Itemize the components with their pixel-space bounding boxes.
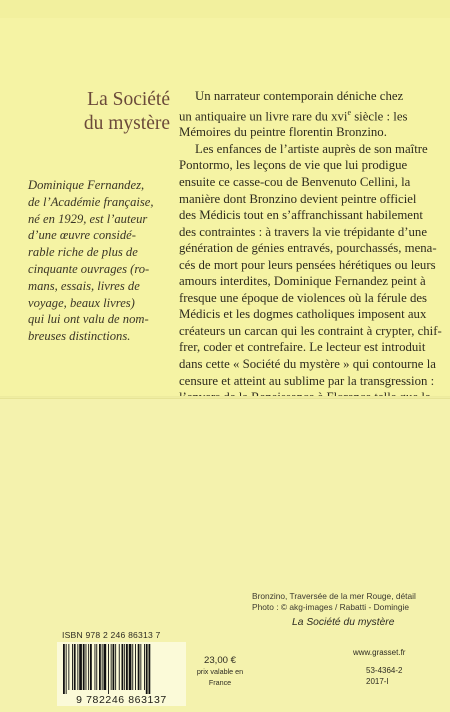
author-bio <box>28 177 169 345</box>
bio-line: cinquante ouvrages (ro- <box>28 261 150 276</box>
code-line: 53-4364-2 <box>366 666 403 675</box>
blurb-line: Pontormo, les leçons de vie que lui prodigue <box>179 158 408 173</box>
bio-line: né en 1929, est l’auteur <box>28 211 148 226</box>
price-block <box>190 655 250 687</box>
blurb-line: ensuite ce casse-cou de Benvenuto Cellini, la <box>179 175 411 189</box>
bio-line: breuses distinctions. <box>28 329 131 344</box>
barcode-bars-icon <box>61 644 182 694</box>
price-note-line: France <box>208 677 232 687</box>
blurb-line: frer, coder et contrefaire. Le lecteur est introduit <box>179 340 426 355</box>
blurb-line: censure et atteint au sublime par la transgression : <box>179 373 435 388</box>
blurb-line-tail: siècle : les <box>351 108 408 123</box>
title-line-1: La Société <box>87 89 170 110</box>
blurb-line: créateurs un carcan qui les contraint à crypter, chif- <box>179 323 442 338</box>
title-line-2: du mystère <box>83 113 170 134</box>
blurb-line: amours interdites, Dominique Fernandez peint à <box>179 274 426 289</box>
price-amount: 23,00 € <box>203 655 236 666</box>
barcode <box>57 642 186 706</box>
publisher-website: www.grasset.fr <box>353 648 406 657</box>
blurb-line <box>179 105 433 125</box>
bio-line: de l’Académie française, <box>28 194 154 209</box>
blurb-line: cés de mort pour leurs pensées hérétiques ou leurs <box>179 257 436 272</box>
bio-line: Dominique Fernandez, <box>28 178 145 192</box>
blurb-line: dans cette « Société du mystère » qui contourne la <box>179 357 436 372</box>
blurb-line: fresque une époque de violences où la férule des <box>179 290 428 305</box>
blurb-line: génération de génies entravés, pourchassés, mena- <box>179 241 437 256</box>
bio-line: voyage, beaux livres) <box>28 295 135 310</box>
blurb-line: Un narrateur contemporain déniche chez <box>195 89 404 103</box>
top-edge <box>0 0 450 18</box>
cover-title-italic: La Société du mystère <box>292 617 395 628</box>
blurb-line-text: un antiquaire un livre rare du xvi <box>179 108 348 123</box>
blurb-line: Médicis et les dogmes catholiques imposent aux <box>179 307 427 322</box>
blurb-line: des contraintes : à travers la vie trépidante d’une <box>179 224 428 239</box>
bio-line: rable riche de plus de <box>28 245 138 260</box>
credit-line: Bronzino, Traversée de la mer Rouge, détail <box>252 591 416 601</box>
book-title <box>40 88 170 136</box>
bio-line: qui lui ont valu de nom- <box>28 312 149 327</box>
bio-line: d’une œuvre considé- <box>28 228 136 243</box>
blurb-line: des Médicis tout en s’affranchissant habilement <box>179 208 423 223</box>
bio-line: mans, essais, livres de <box>28 278 140 293</box>
blurb-line: Mémoires du peintre florentin Bronzino. <box>179 125 387 140</box>
publisher-codes <box>366 665 436 687</box>
cover-credits <box>252 591 442 613</box>
blurb-line: Les enfances de l’artiste auprès de son maître <box>195 141 428 156</box>
code-line: 2017-I <box>366 677 389 686</box>
credit-line: Photo : © akg-images / Rabatti - Domingie <box>252 602 409 612</box>
century-superscript: e <box>347 107 351 117</box>
isbn-label: ISBN 978 2 246 86313 7 <box>62 630 161 640</box>
price-note-line: prix valable en <box>196 667 244 676</box>
barcode-digits: 9 782246 863137 <box>76 694 167 706</box>
blurb-line: manière dont Bronzino devient peintre officiel <box>179 191 417 206</box>
